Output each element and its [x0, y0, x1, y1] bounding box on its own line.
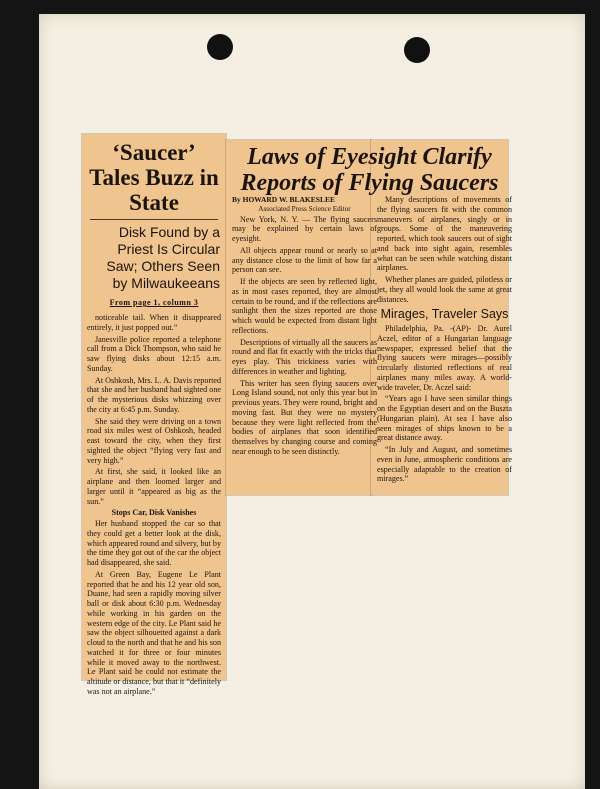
- paragraph: Descriptions of virtually all the saucers as round and flat fit exactly with the tricks that eyes play. This trickiness varies with differences in weather and lighting.: [232, 337, 377, 376]
- punch-hole: [207, 34, 233, 60]
- left-body: [82, 313, 226, 697]
- paragraph: “Years ago I have seen similar things on the Egyptian desert and on the Buszta (Hungarian plain). At sea I have also seen mirages of ships known to be a great distance away.: [377, 394, 512, 443]
- paragraph: At Oshkosh, Mrs. L. A. Davis reported that she and her husband had sighted one of the mysterious disks whizzing over the city at 6:45 p.m. Sunday.: [87, 375, 221, 414]
- section-subhead: Stops Car, Disk Vanishes: [111, 508, 197, 518]
- paragraph: Philadelphia, Pa. -(AP)- Dr. Aurel Aczel, editor of a Hungarian language newspaper, expressed belief that the flying saucers were mirages—possibly circularly distorted reflections of real airplanes many miles away. A world-wide traveler, Dr. Aczel said:: [377, 324, 512, 392]
- paragraph: “In July and August, and sometimes even in June, atmospheric conditions are especially adaptable to the creation of mirages.”: [377, 445, 512, 484]
- left-clipping: [82, 134, 226, 696]
- from-line: From page 1, column 3: [109, 298, 199, 307]
- affiliation: Associated Press Science Editor: [258, 204, 351, 213]
- divider: [90, 219, 218, 220]
- main-headline: Laws of Eyesight Clarify Reports of Flying Saucers: [240, 144, 499, 196]
- punch-hole: [404, 37, 430, 63]
- paragraph: Janesville police reported a telephone call from a Dick Thompson, who said he saw flying disks about 12:15 a.m. Sunday.: [87, 334, 221, 373]
- paragraph: Many descriptions of movements of the flying saucers fit with the common maneuvers of airplanes, singly or in groups. Some of the maneuvering reported, which took saucers out of sight and back into sight again, resembles what can be seen while watching distant airplanes.: [377, 195, 512, 273]
- paragraph: At first, she said, it looked like an airplane and then loomed larger and larger until it “appeared as big as the sun.”: [87, 467, 221, 506]
- paragraph: noticeable tail. When it disappeared entirely, it just popped out.”: [87, 313, 221, 332]
- main-body-left: [227, 195, 382, 459]
- paragraph: All objects appear round or nearly so at any distance close to the limit of how far a person can see.: [232, 245, 377, 275]
- paragraph: This writer has seen flying saucers over Long Island sound, not only this year but in previous years. They were round, bright and moving fast. But they were no mystery because they were light reflected from the bodies of airplanes that soon identified themselves by changing course and coming near enough to be seen distinctly.: [232, 378, 377, 456]
- left-headline: ‘Saucer’ Tales Buzz in State: [89, 140, 219, 215]
- paragraph: Her husband stopped the car so that they could get a better look at the disk, which appeared round and silvery, but by the time they got out of the car the object had disappeared, she said.: [87, 519, 221, 567]
- main-body-right: [372, 195, 517, 486]
- byline: By HOWARD W. BLAKESLEE: [232, 195, 335, 204]
- paragraph: New York, N. Y. — The flying saucers may be explained by certain laws of eyesight.: [232, 214, 377, 243]
- paragraph: Whether planes are guided, pilotless or jet, they all would look the same at great distances.: [377, 275, 512, 304]
- paragraph: At Green Bay, Eugene Le Plant reported that he and his 12 year old son, Duane, had seen a rapidly moving silver ball or disk about 6:30 p.m. Wednesday while working in his garden on the western edge of the city. Le Plant said he saw the object silhouetted against a dark cloud to the north and that he and his son watched it for three or four minutes while it moved away to the northwest. Le Plant said he could not estimate the altitude or distance, but that it “definitely was not an airplane.”: [87, 569, 221, 696]
- left-subhead: Disk Found by a Priest Is Circular Saw; Others Seen by Milwaukeeans: [106, 224, 220, 291]
- paragraph: If the objects are seen by reflected light, as in most cases reported, they are almost certain to be round, and if the reflections are sunlight then the sizes reported are those which would be expected from distant light reflections.: [232, 277, 377, 335]
- paragraph: She said they were driving on a town road six miles west of Oshkosh, headed east toward the city, when they first sighted the object “flying very fast and very high.”: [87, 416, 221, 465]
- mirages-subhead: Mirages, Traveler Says: [380, 307, 509, 322]
